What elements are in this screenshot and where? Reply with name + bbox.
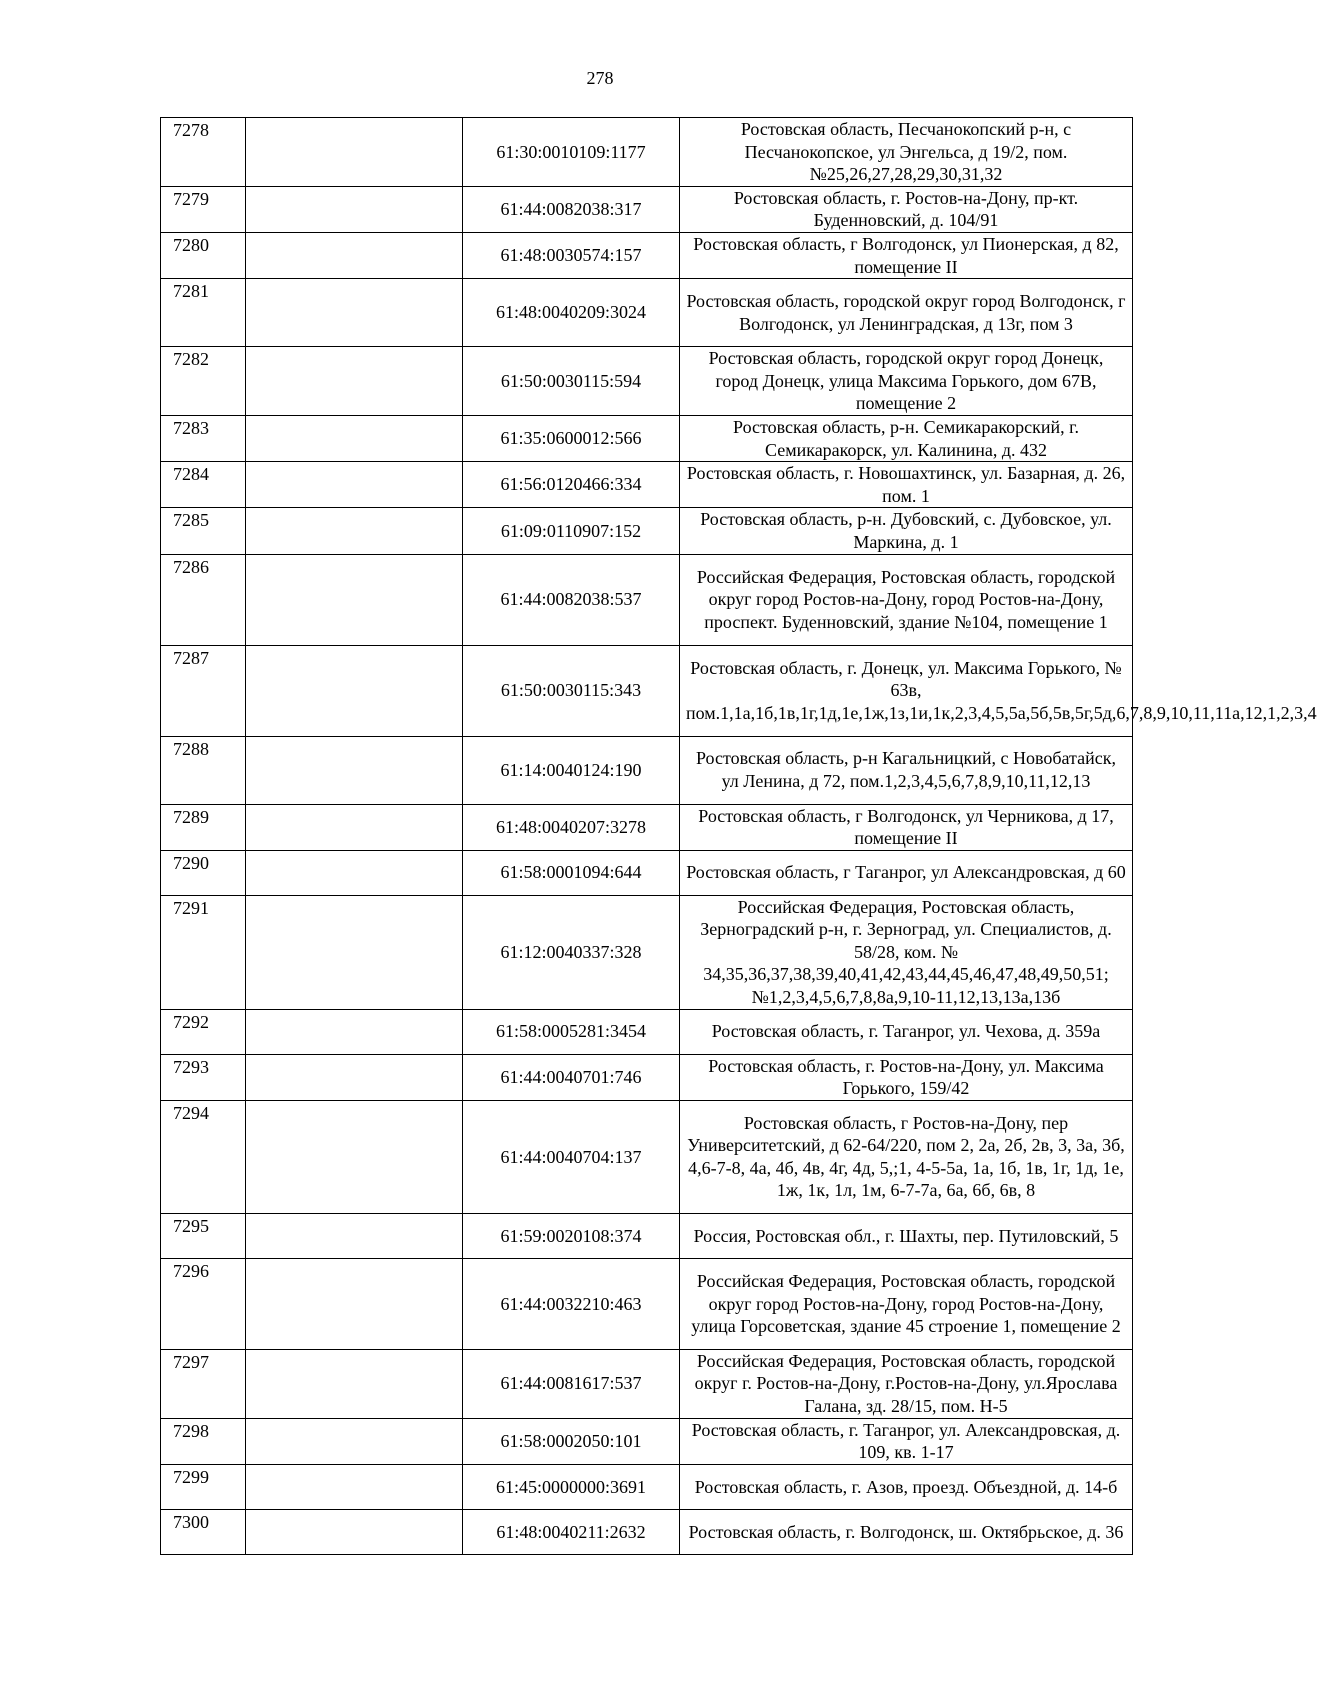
object-address: Ростовская область, г Волгодонск, ул Пионерская, д 82, помещение II: [680, 232, 1133, 278]
cadastral-number: 61:30:0010109:1177: [463, 118, 680, 187]
object-address: Ростовская область, р-н. Семикаракорский, г. Семикаракорск, ул. Калинина, д. 432: [680, 415, 1133, 461]
table-row: [161, 850, 1133, 895]
row-blank-cell: [246, 1213, 463, 1258]
row-number: 7280: [161, 232, 246, 278]
table-row: [161, 279, 1133, 347]
table-row: [161, 895, 1133, 1009]
cadastral-number: 61:12:0040337:328: [463, 895, 680, 1009]
registry-table: [160, 117, 1317, 1555]
table-row: [161, 1258, 1133, 1349]
row-number: 7285: [161, 508, 246, 554]
row-number: 7284: [161, 462, 246, 508]
row-number: 7278: [161, 118, 246, 187]
object-address: Ростовская область, р-н Кагальницкий, с Новобатайск, ул Ленина, д 72, пом.1,2,3,4,5,6,7,8,9,10,11,12,13: [680, 736, 1133, 804]
cadastral-number: 61:48:0040211:2632: [463, 1509, 680, 1554]
table-row: [161, 1100, 1133, 1213]
row-number: 7297: [161, 1349, 246, 1418]
cadastral-number: 61:48:0040207:3278: [463, 804, 680, 850]
row-number: 7291: [161, 895, 246, 1009]
object-address: Россия, Ростовская обл., г. Шахты, пер. Путиловский, 5: [680, 1213, 1133, 1258]
row-blank-cell: [246, 736, 463, 804]
row-blank-cell: [246, 1509, 463, 1554]
row-number: 7279: [161, 186, 246, 232]
cadastral-number: 61:45:0000000:3691: [463, 1464, 680, 1509]
table-row: [161, 232, 1133, 278]
cadastral-number: 61:59:0020108:374: [463, 1213, 680, 1258]
object-address: Ростовская область, г. Таганрог, ул. Чехова, д. 359а: [680, 1009, 1133, 1054]
object-address: Ростовская область, городской округ город Волгодонск, г Волгодонск, ул Ленинградская, д 13г, пом 3: [680, 279, 1133, 347]
cadastral-number: 61:35:0600012:566: [463, 415, 680, 461]
cadastral-number: 61:50:0030115:343: [463, 645, 680, 736]
row-number: 7294: [161, 1100, 246, 1213]
object-address: Ростовская область, г. Новошахтинск, ул. Базарная, д. 26, пом. 1: [680, 462, 1133, 508]
cadastral-number: 61:58:0002050:101: [463, 1418, 680, 1464]
cadastral-number: 61:44:0082038:317: [463, 186, 680, 232]
table-row: [161, 347, 1133, 416]
cadastral-number: 61:58:0001094:644: [463, 850, 680, 895]
row-blank-cell: [246, 462, 463, 508]
cadastral-number: 61:44:0081617:537: [463, 1349, 680, 1418]
row-number: 7281: [161, 279, 246, 347]
row-number: 7299: [161, 1464, 246, 1509]
table-row: [161, 1009, 1133, 1054]
cadastral-number: 61:09:0110907:152: [463, 508, 680, 554]
row-number: 7286: [161, 554, 246, 645]
table-row: [161, 508, 1133, 554]
row-blank-cell: [246, 186, 463, 232]
table-row: [161, 1509, 1133, 1554]
table-row: [161, 804, 1133, 850]
table-row: [161, 118, 1133, 187]
table-row: [161, 415, 1133, 461]
table-row: [161, 462, 1133, 508]
object-address: Ростовская область, г. Таганрог, ул. Александровская, д. 109, кв. 1-17: [680, 1418, 1133, 1464]
object-address: Российская Федерация, Ростовская область, городской округ г. Ростов-на-Дону, г.Ростов-на-Дону, ул.Ярослава Галана, зд. 28/15, пом. Н-5: [680, 1349, 1133, 1418]
object-address: Ростовская область, г. Азов, проезд. Объездной, д. 14-б: [680, 1464, 1133, 1509]
row-blank-cell: [246, 850, 463, 895]
table-row: [161, 1054, 1133, 1100]
row-blank-cell: [246, 1054, 463, 1100]
row-blank-cell: [246, 804, 463, 850]
object-address: Ростовская область, г Волгодонск, ул Черникова, д 17, помещение II: [680, 804, 1133, 850]
object-address: Российская Федерация, Ростовская область, городской округ город Ростов-на-Дону, город Ростов-на-Дону, улица Горсоветская, здание 45 строение 1, помещение 2: [680, 1258, 1133, 1349]
object-address: Ростовская область, г. Волгодонск, ш. Октябрьское, д. 36: [680, 1509, 1133, 1554]
cadastral-number: 61:58:0005281:3454: [463, 1009, 680, 1054]
object-address: Российская Федерация, Ростовская область, городской округ город Ростов-на-Дону, город Ростов-на-Дону, проспект. Буденновский, здание №104, помещение 1: [680, 554, 1133, 645]
cadastral-number: 61:44:0040704:137: [463, 1100, 680, 1213]
registry-table-body: [161, 118, 1317, 1555]
cadastral-number: 61:44:0040701:746: [463, 1054, 680, 1100]
row-number: 7288: [161, 736, 246, 804]
object-address: Ростовская область, р-н. Дубовский, с. Дубовское, ул. Маркина, д. 1: [680, 508, 1133, 554]
table-row: [161, 1418, 1133, 1464]
cadastral-number: 61:14:0040124:190: [463, 736, 680, 804]
row-number: 7290: [161, 850, 246, 895]
table-row: [161, 186, 1133, 232]
row-blank-cell: [246, 347, 463, 416]
cadastral-number: 61:50:0030115:594: [463, 347, 680, 416]
row-number: 7293: [161, 1054, 246, 1100]
object-address: Ростовская область, г. Ростов-на-Дону, пр-кт. Буденновский, д. 104/91: [680, 186, 1133, 232]
table-row: [161, 1213, 1133, 1258]
table-row: [161, 1464, 1133, 1509]
cadastral-number: 61:44:0082038:537: [463, 554, 680, 645]
row-number: 7292: [161, 1009, 246, 1054]
row-blank-cell: [246, 645, 463, 736]
object-address: Ростовская область, городской округ город Донецк, город Донецк, улица Максима Горького, дом 67В, помещение 2: [680, 347, 1133, 416]
row-number: 7298: [161, 1418, 246, 1464]
row-blank-cell: [246, 1100, 463, 1213]
row-blank-cell: [246, 118, 463, 187]
row-blank-cell: [246, 279, 463, 347]
table-row: [161, 554, 1133, 645]
object-address: Ростовская область, г Ростов-на-Дону, пер Университетский, д 62-64/220, пом 2, 2а, 2б, 2в, 3, 3а, 3б, 4,6-7-8, 4а, 4б, 4в, 4г, 4д, 5,;1, 4-5-5а, 1а, 1б, 1в, 1г, 1д, 1е, 1ж, 1к, 1л, 1м, 6-7-7а, 6а, 6б, 6в, 8: [680, 1100, 1133, 1213]
page-number: 278: [586, 68, 614, 88]
table-row: [161, 736, 1133, 804]
row-number: 7300: [161, 1509, 246, 1554]
row-blank-cell: [246, 1418, 463, 1464]
row-blank-cell: [246, 895, 463, 1009]
table-row: [161, 1349, 1133, 1418]
row-number: 7296: [161, 1258, 246, 1349]
table-row: [161, 645, 1133, 736]
row-blank-cell: [246, 1464, 463, 1509]
row-blank-cell: [246, 1349, 463, 1418]
object-address: Ростовская область, Песчанокопский р-н, с Песчанокопское, ул Энгельса, д 19/2, пом. №25,26,27,28,29,30,31,32: [680, 118, 1133, 187]
object-address: Ростовская область, г. Ростов-на-Дону, ул. Максима Горького, 159/42: [680, 1054, 1133, 1100]
cadastral-number: 61:48:0040209:3024: [463, 279, 680, 347]
row-blank-cell: [246, 508, 463, 554]
object-address: Российская Федерация, Ростовская область, Зерноградский р-н, г. Зерноград, ул. Специалистов, д. 58/28, ком. № 34,35,36,37,38,39,40,41,42,43,44,45,46,47,48,49,50,51; №1,2,3,4,5,6,7,8,8а,9,10-11,12,13,13а,13б: [680, 895, 1133, 1009]
row-blank-cell: [246, 415, 463, 461]
row-number: 7282: [161, 347, 246, 416]
cadastral-number: 61:48:0030574:157: [463, 232, 680, 278]
cadastral-number: 61:56:0120466:334: [463, 462, 680, 508]
row-blank-cell: [246, 232, 463, 278]
cadastral-number: 61:44:0032210:463: [463, 1258, 680, 1349]
row-number: 7295: [161, 1213, 246, 1258]
row-blank-cell: [246, 1258, 463, 1349]
row-number: 7287: [161, 645, 246, 736]
row-blank-cell: [246, 554, 463, 645]
row-number: 7289: [161, 804, 246, 850]
row-blank-cell: [246, 1009, 463, 1054]
object-address: Ростовская область, г. Донецк, ул. Максима Горького, № 63в, пом.1,1а,1б,1в,1г,1д,1е,1ж,1з,1и,1к,2,3,4,5,5а,5б,5в,5г,5д,6,7,8,9,10,11,11а,12,1,2,3,4: [680, 645, 1133, 736]
row-number: 7283: [161, 415, 246, 461]
object-address: Ростовская область, г Таганрог, ул Александровская, д 60: [680, 850, 1133, 895]
